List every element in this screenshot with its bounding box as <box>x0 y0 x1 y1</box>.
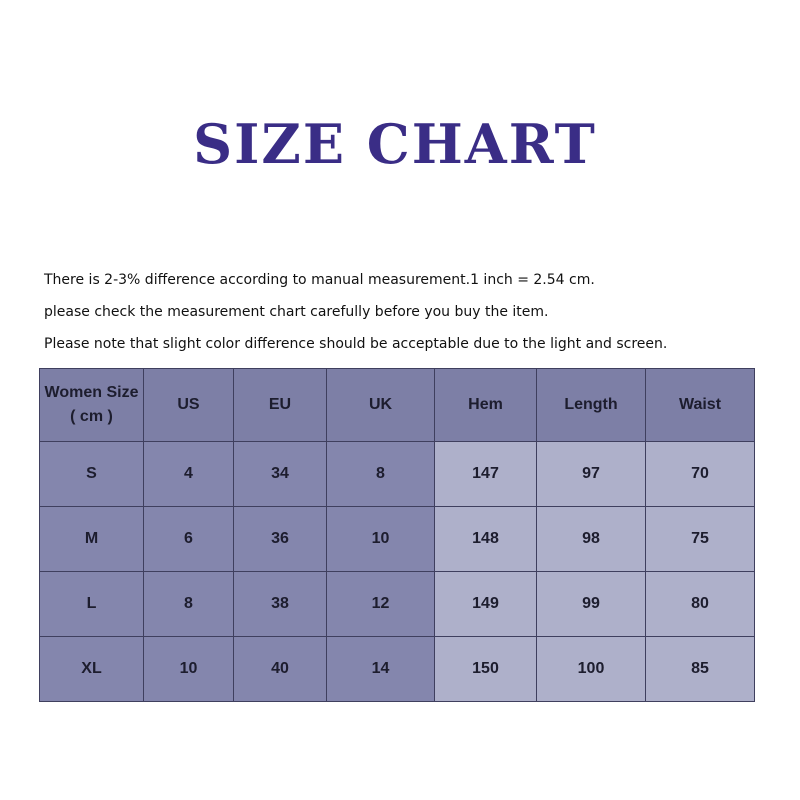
cell-waist: 75 <box>646 507 755 572</box>
cell-waist: 70 <box>646 442 755 507</box>
cell-us: 8 <box>144 572 234 637</box>
header-waist: Waist <box>646 369 755 442</box>
cell-eu: 38 <box>234 572 327 637</box>
cell-waist: 85 <box>646 637 755 702</box>
cell-hem: 150 <box>435 637 537 702</box>
cell-size: M <box>40 507 144 572</box>
cell-uk: 10 <box>327 507 435 572</box>
table-row <box>40 637 755 702</box>
cell-uk: 14 <box>327 637 435 702</box>
cell-eu: 36 <box>234 507 327 572</box>
table-header-row <box>40 369 755 442</box>
cell-eu: 40 <box>234 637 327 702</box>
cell-hem: 147 <box>435 442 537 507</box>
header-women-size-label: Women Size <box>44 384 139 401</box>
cell-us: 4 <box>144 442 234 507</box>
cell-length: 100 <box>537 637 646 702</box>
cell-hem: 149 <box>435 572 537 637</box>
cell-waist: 80 <box>646 572 755 637</box>
cell-us: 10 <box>144 637 234 702</box>
header-length: Length <box>537 369 646 442</box>
cell-us: 6 <box>144 507 234 572</box>
table-row <box>40 442 755 507</box>
cell-uk: 8 <box>327 442 435 507</box>
note-color-difference: Please note that slight color difference should be acceptable due to the light and screen. <box>44 336 668 352</box>
cell-length: 99 <box>537 572 646 637</box>
header-women-size <box>40 369 144 442</box>
cell-size: L <box>40 572 144 637</box>
header-hem: Hem <box>435 369 537 442</box>
cell-hem: 148 <box>435 507 537 572</box>
table-row <box>40 572 755 637</box>
header-eu: EU <box>234 369 327 442</box>
cell-size: XL <box>40 637 144 702</box>
cell-eu: 34 <box>234 442 327 507</box>
note-measurement-difference: There is 2-3% difference according to manual measurement.1 inch = 2.54 cm. <box>44 272 595 288</box>
note-check-chart: please check the measurement chart carefully before you buy the item. <box>44 304 549 320</box>
header-uk: UK <box>327 369 435 442</box>
size-table <box>39 368 755 702</box>
table-row <box>40 507 755 572</box>
notes-block <box>44 270 764 366</box>
cell-length: 98 <box>537 507 646 572</box>
cell-uk: 12 <box>327 572 435 637</box>
size-chart-title: SIZE CHART <box>193 112 597 176</box>
header-unit-label: ( cm ) <box>70 408 113 425</box>
header-us: US <box>144 369 234 442</box>
cell-size: S <box>40 442 144 507</box>
cell-length: 97 <box>537 442 646 507</box>
